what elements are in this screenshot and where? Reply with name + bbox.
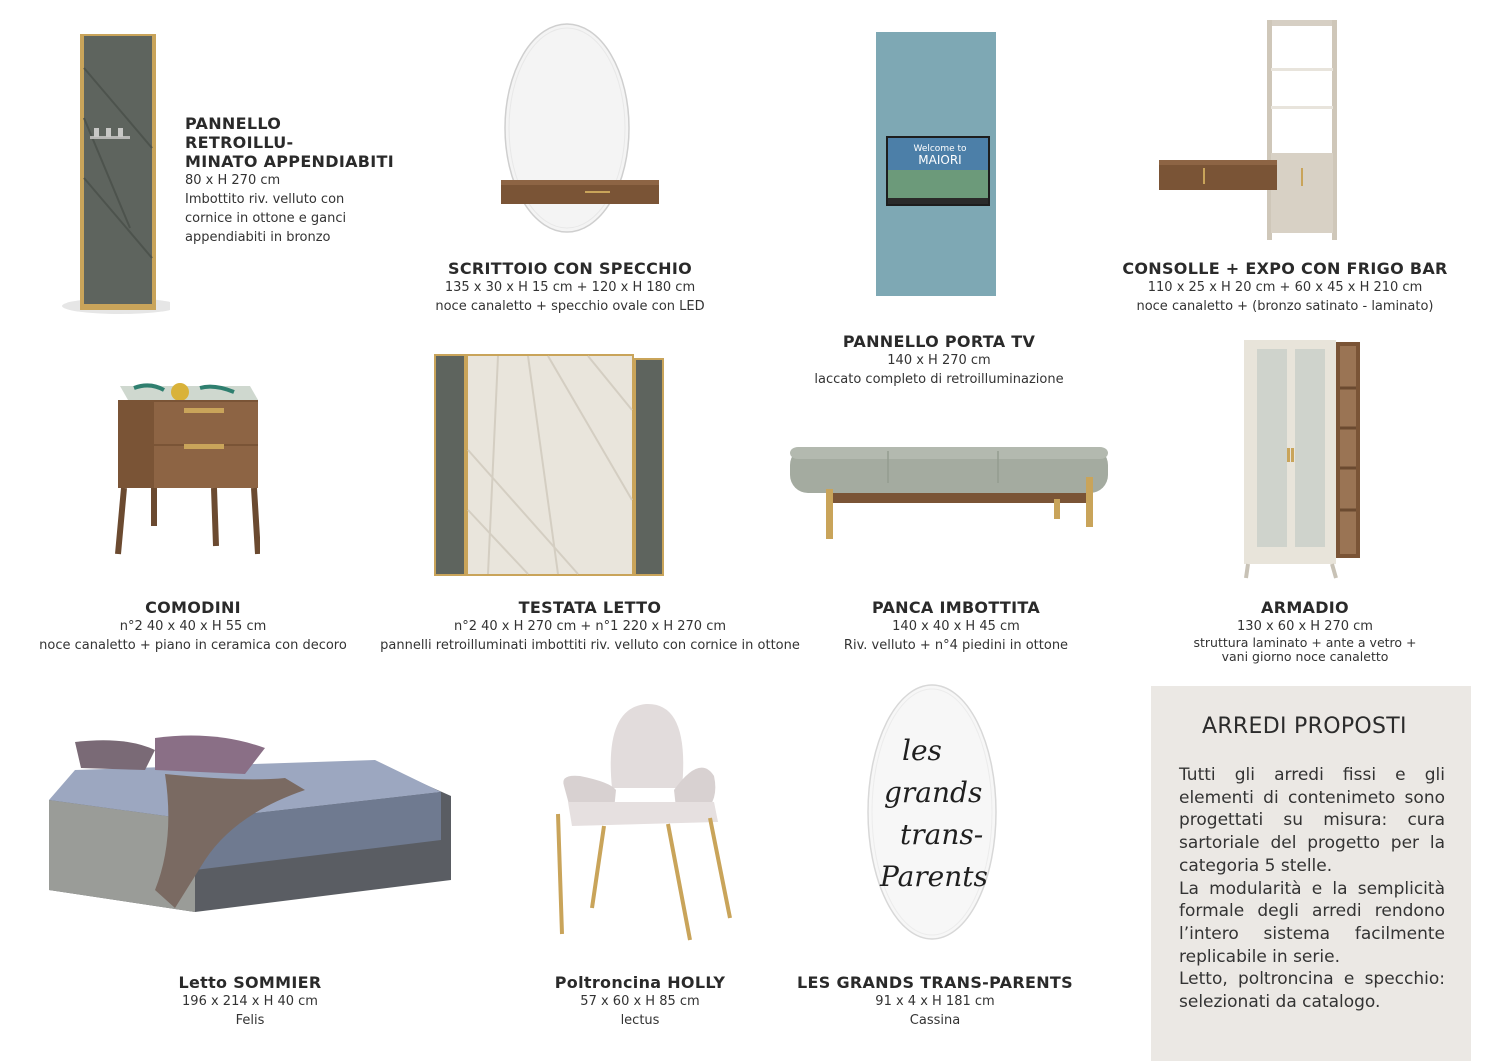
letto-image: [45, 730, 455, 916]
info-paragraph: La modularità e la semplicità formale degli arredi rendono l’intero sistema facilmente replicabile in serie.: [1179, 878, 1445, 967]
mirror-line: trans-: [900, 818, 984, 851]
product-title: CONSOLLE + EXPO CON FRIGO BAR: [1122, 259, 1448, 278]
product-material: noce canaletto + (bronzo satinato - laminato): [1136, 299, 1434, 314]
product-material: laccato completo di retroilluminazione: [814, 372, 1064, 387]
product-material: Riv. velluto + n°4 piedini in ottone: [843, 638, 1069, 653]
pannello-appendiabiti-image: [60, 28, 170, 318]
product-dimensions: 130 x 60 x H 270 cm: [1237, 619, 1373, 634]
product-dimensions: n°2 40 x H 270 cm + n°1 220 x H 270 cm: [453, 619, 727, 634]
consolle-caption: [1110, 259, 1460, 316]
porta-tv-caption: [780, 332, 1098, 389]
product-brand: Cassina: [909, 1013, 961, 1028]
tv-screen-text: [890, 144, 990, 166]
armadio-caption: [1160, 598, 1450, 664]
product-material: noce canaletto + specchio ovale con LED: [435, 299, 705, 314]
product-material: cornice in ottone e ganci: [185, 211, 347, 226]
product-dimensions: 196 x 214 x H 40 cm: [182, 994, 318, 1009]
mirror-line: les: [902, 734, 942, 767]
mirror-line: grands: [884, 776, 983, 809]
product-dimensions: 80 x H 270 cm: [185, 173, 281, 188]
product-dimensions: 135 x 30 x H 15 cm + 120 x H 180 cm: [444, 280, 696, 295]
product-material: noce canaletto + piano in ceramica con decoro: [39, 638, 347, 653]
product-brand: Felis: [235, 1013, 265, 1028]
product-dimensions: 57 x 60 x H 85 cm: [580, 994, 700, 1009]
product-title: PANNELLO RETROILLU-: [185, 114, 294, 152]
product-title: MINATO APPENDIABITI: [185, 152, 394, 171]
product-material: pannelli retroilluminati imbottiti riv. velluto con cornice in ottone: [380, 638, 800, 653]
product-material: struttura laminato + ante a vetro +: [1193, 635, 1417, 650]
comodini-caption: [20, 598, 366, 655]
info-panel-body: [1179, 764, 1445, 1014]
poltroncina-image: [550, 698, 740, 946]
testata-caption: [380, 598, 800, 655]
product-material: appendiabiti in bronzo: [185, 230, 331, 245]
info-paragraph: Tutti gli arredi fissi e gli elementi di contenimeto sono progettati su misura: cura sartoriale del progetto per la categoria 5 stelle.: [1179, 765, 1445, 876]
product-title: TESTATA LETTO: [518, 598, 662, 617]
tv-welcome-text: Welcome to: [913, 144, 967, 154]
scrittoio-image: [495, 20, 665, 240]
product-material: vani giorno noce canaletto: [1221, 649, 1389, 664]
product-title: SCRITTOIO CON SPECCHIO: [448, 259, 692, 278]
consolle-image: [1155, 18, 1345, 246]
info-paragraph: Letto, poltroncina e specchio: selezionati da catalogo.: [1179, 969, 1445, 1013]
product-dimensions: 110 x 25 x H 20 cm + 60 x 45 x H 210 cm: [1147, 280, 1423, 295]
scrittoio-caption: [380, 259, 760, 316]
info-panel-title: ARREDI PROPOSTI: [1202, 714, 1407, 739]
info-panel: [1151, 686, 1471, 1061]
tv-town-text: MAIORI: [918, 153, 962, 167]
mirror-line: Parents: [880, 860, 988, 893]
product-title: ARMADIO: [1261, 598, 1349, 617]
panca-image: [788, 443, 1112, 543]
product-dimensions: 140 x 40 x H 45 cm: [892, 619, 1020, 634]
pannello-appendiabiti-caption: [185, 114, 395, 247]
product-dimensions: 91 x 4 x H 181 cm: [875, 994, 995, 1009]
product-material: Imbottito riv. velluto con: [185, 192, 345, 207]
product-title: COMODINI: [145, 598, 241, 617]
poltroncina-caption: [520, 973, 760, 1030]
product-title: PANNELLO PORTA TV: [842, 332, 1036, 351]
product-title: Letto SOMMIER: [178, 973, 322, 992]
armadio-image: [1240, 338, 1364, 582]
product-brand: lectus: [620, 1013, 660, 1028]
testata-image: [428, 350, 668, 584]
comodini-image: [110, 376, 260, 564]
product-title: PANCA IMBOTTITA: [871, 598, 1041, 617]
product-dimensions: 140 x H 270 cm: [887, 353, 991, 368]
product-title: LES GRANDS TRANS-PARENTS: [797, 973, 1073, 992]
mirror-inscription: [870, 730, 994, 898]
product-title: Poltroncina HOLLY: [554, 973, 726, 992]
product-dimensions: n°2 40 x 40 x H 55 cm: [119, 619, 267, 634]
panca-caption: [800, 598, 1112, 655]
specchio-caption: [790, 973, 1080, 1030]
letto-caption: [110, 973, 390, 1030]
